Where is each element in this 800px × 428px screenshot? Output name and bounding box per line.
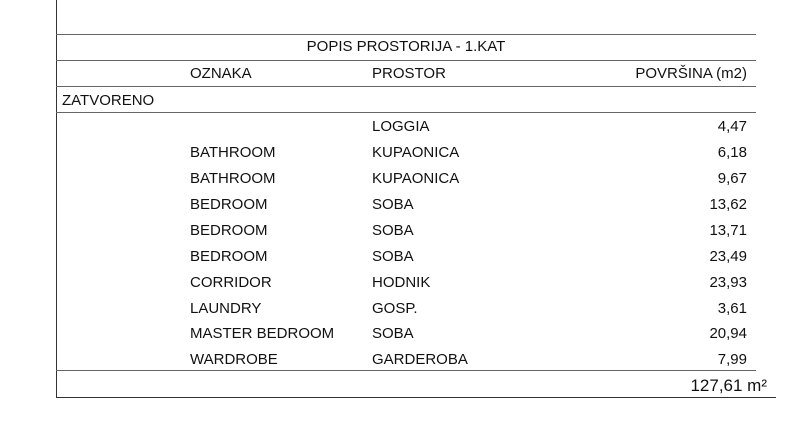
header-povrsina: POVRŠINA (m2) xyxy=(635,65,747,82)
cell-oznaka: BATHROOM xyxy=(190,170,276,187)
cell-povrsina: 3,61 xyxy=(717,300,747,317)
table-row xyxy=(0,170,800,196)
divider-top xyxy=(56,34,756,35)
cell-prostor: SOBA xyxy=(372,222,414,239)
cell-povrsina: 7,99 xyxy=(717,351,747,368)
cell-povrsina: 13,62 xyxy=(709,196,747,213)
table-row xyxy=(0,196,800,222)
cell-prostor: KUPAONICA xyxy=(372,144,460,161)
divider-under-header xyxy=(56,86,756,87)
divider-under-group xyxy=(56,112,756,113)
cell-povrsina: 9,67 xyxy=(717,170,747,187)
group-label: ZATVORENO xyxy=(62,92,155,109)
cell-oznaka: CORRIDOR xyxy=(190,274,272,291)
divider-under-title xyxy=(56,60,756,61)
cell-povrsina: 4,47 xyxy=(717,118,747,135)
table-row xyxy=(0,325,800,351)
table-row xyxy=(0,351,800,377)
page-title: POPIS PROSTORIJA - 1.KAT xyxy=(306,38,506,55)
cell-oznaka: WARDROBE xyxy=(190,351,278,368)
header-oznaka: OZNAKA xyxy=(190,65,252,82)
table-row xyxy=(0,274,800,300)
cell-prostor: HODNIK xyxy=(372,274,431,291)
divider-bottom xyxy=(56,397,776,398)
cell-povrsina: 13,71 xyxy=(709,222,747,239)
cell-povrsina: 20,94 xyxy=(709,325,747,342)
cell-prostor: GARDEROBA xyxy=(372,351,468,368)
cell-prostor: LOGGIA xyxy=(372,118,430,135)
table-row xyxy=(0,248,800,274)
cell-povrsina: 23,93 xyxy=(709,274,747,291)
cell-povrsina: 23,49 xyxy=(709,248,747,265)
table-row xyxy=(0,300,800,326)
cell-prostor: SOBA xyxy=(372,325,414,342)
cell-oznaka: BATHROOM xyxy=(190,144,276,161)
table-row xyxy=(0,222,800,248)
cell-oznaka: BEDROOM xyxy=(190,222,268,239)
cell-povrsina: 6,18 xyxy=(717,144,747,161)
cell-prostor: KUPAONICA xyxy=(372,170,460,187)
table-row xyxy=(0,144,800,170)
cell-prostor: GOSP. xyxy=(372,300,418,317)
header-prostor: PROSTOR xyxy=(372,65,446,82)
cell-oznaka: BEDROOM xyxy=(190,248,268,265)
total-area: 127,61 m² xyxy=(690,376,767,395)
cell-oznaka: BEDROOM xyxy=(190,196,268,213)
cell-oznaka: LAUNDRY xyxy=(190,300,262,317)
cell-oznaka: MASTER BEDROOM xyxy=(190,325,335,342)
cell-prostor: SOBA xyxy=(372,196,414,213)
table-row xyxy=(0,118,800,144)
cell-prostor: SOBA xyxy=(372,248,414,265)
